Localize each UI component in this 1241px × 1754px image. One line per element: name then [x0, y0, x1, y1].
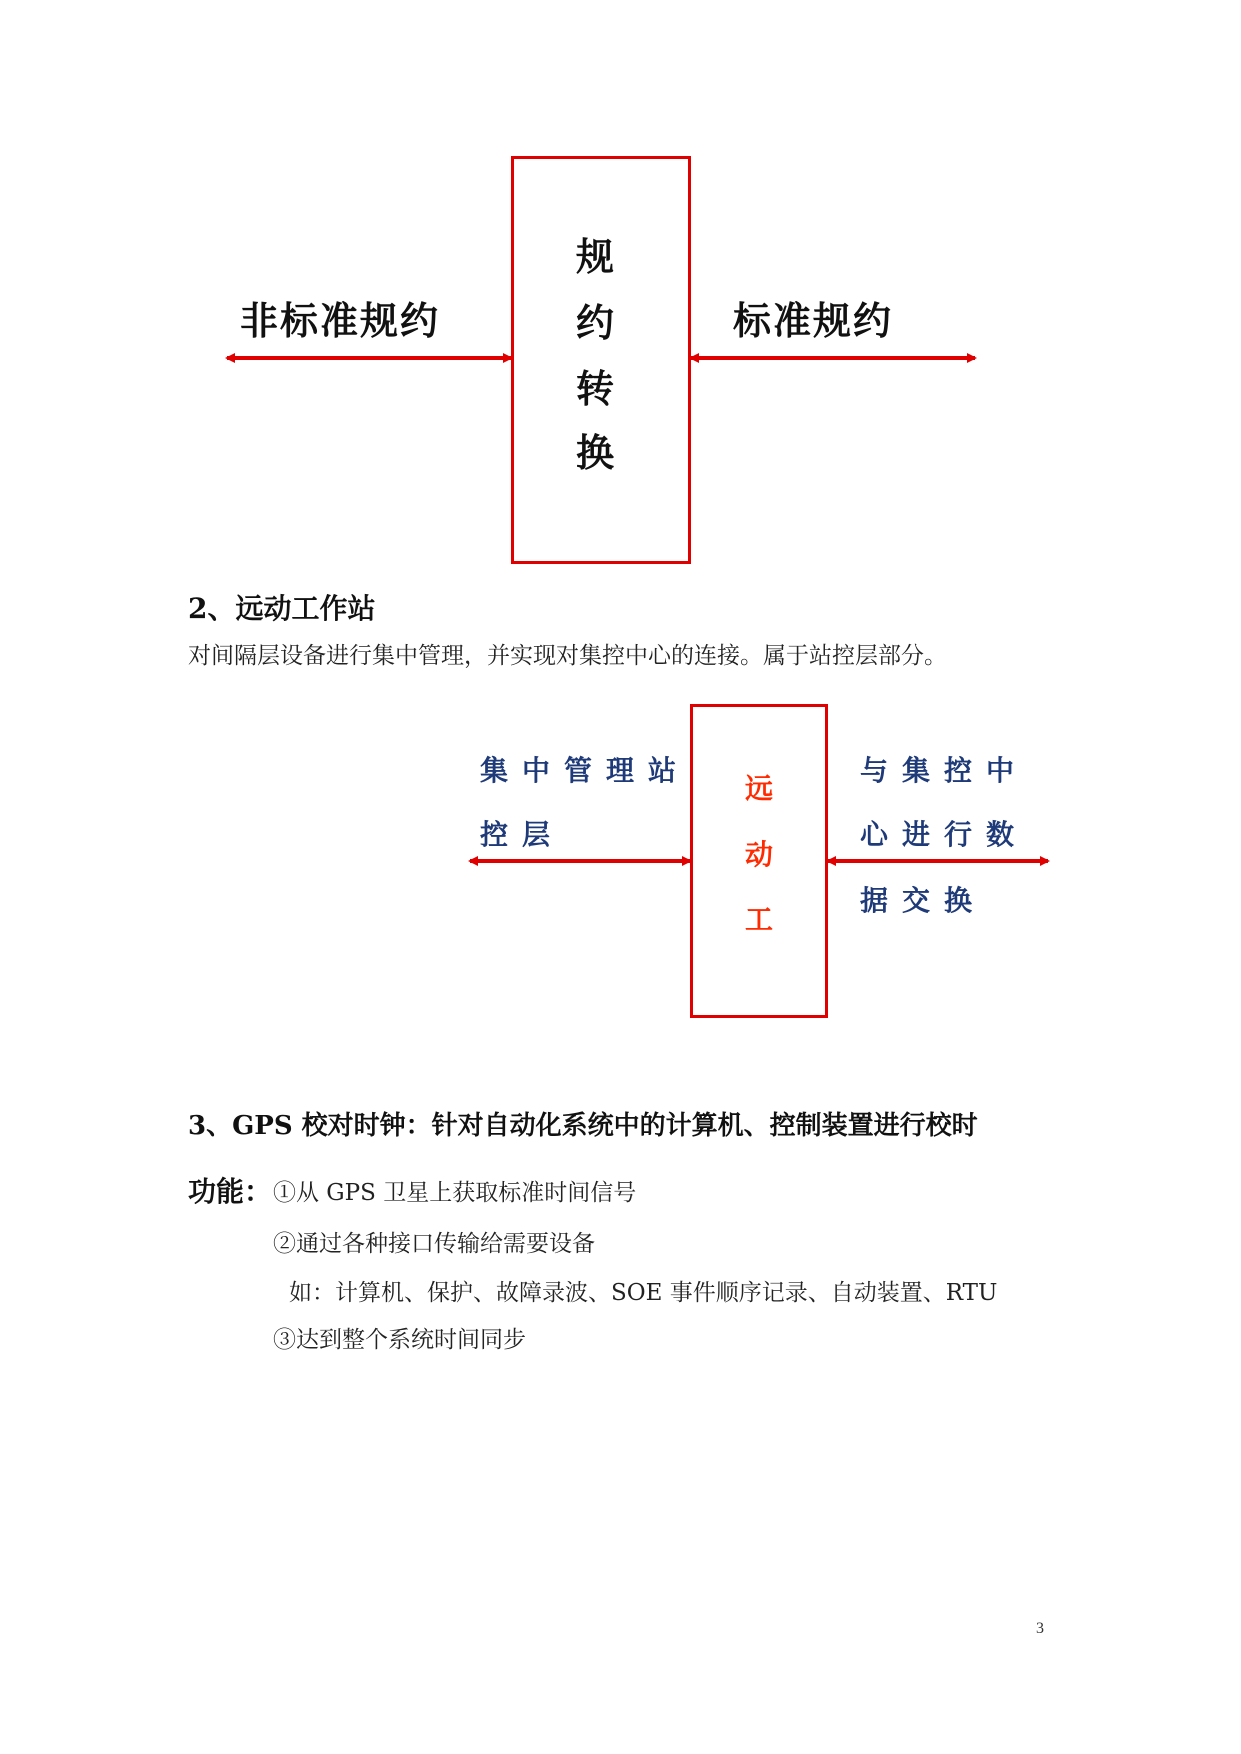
- section-2-description: 对间隔层设备进行集中管理，并实现对集控中心的连接。属于站控层部分。: [188, 643, 947, 669]
- protocol-box-char: 转: [575, 367, 614, 411]
- function-label: 功能：: [188, 1175, 273, 1208]
- section-2-heading: 2、远动工作站: [188, 592, 376, 625]
- control-center-label-line: 心进行数: [860, 818, 1029, 851]
- function-example: 如：计算机、保护、故障录波、SOE 事件顺序记录、自动装置、RTU: [289, 1280, 998, 1306]
- station-layer-label-line: 控层: [480, 818, 565, 851]
- control-center-label-line: 与集控中: [860, 754, 1029, 787]
- protocol-box-char: 约: [575, 301, 614, 345]
- page-number: 3: [1036, 1620, 1044, 1637]
- protocol-box-char: 规: [575, 235, 614, 279]
- protocol-box-char: 换: [575, 431, 614, 475]
- station-layer-label-line: 集中管理站: [480, 754, 691, 787]
- control-center-label-line: 据交换: [860, 884, 987, 917]
- standard-protocol-label: 标准规约: [733, 299, 894, 343]
- function-item-2: ②通过各种接口传输给需要设备: [273, 1231, 595, 1257]
- function-item-3: ③达到整个系统时间同步: [273, 1327, 526, 1353]
- function-item-1: ①从 GPS 卫星上获取标准时间信号: [273, 1180, 637, 1206]
- nonstandard-protocol-label: 非标准规约: [240, 299, 441, 343]
- workstation-box-char: 工: [744, 903, 773, 936]
- workstation-box-char: 动: [744, 838, 773, 871]
- section-3-heading: 3、GPS 校对时钟：针对自动化系统中的计算机、控制装置进行校时: [188, 1111, 978, 1141]
- workstation-box-char: 远: [744, 772, 773, 805]
